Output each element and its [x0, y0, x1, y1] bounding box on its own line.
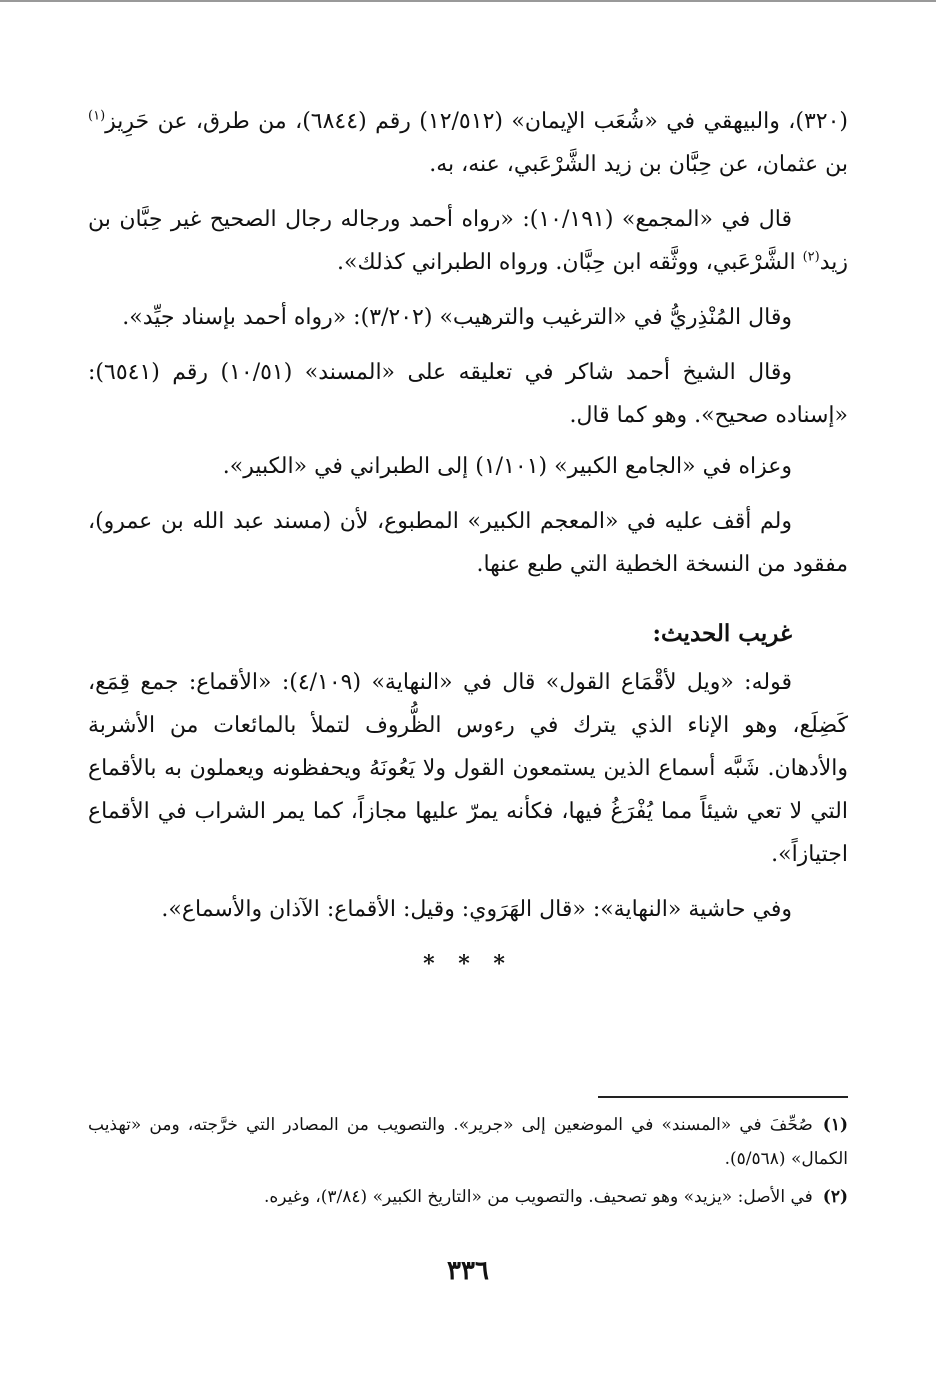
paragraph-mundhiri: وقال المُنْذِريُّ في «الترغيب والترهيب» (٣/٢٠٢): «رواه أحمد بإسناد جيِّد».	[122, 305, 792, 330]
section-heading: غريب الحديث:	[652, 620, 792, 647]
paragraph-gharib: قوله: «ويل لأقْمَاع القول» قال في «النهاية» (٤/١٠٩): «الأقماع: جمع قِمَع، كَضِلَع، وهو الإناء الذي يترك في رءوس الظُّروف لتملأ بالمائعات من الأشربة والأدهان. شَبَّه أسماع الذين يستمعون القول ولا يَعُونَهُ ويحفظونه ويعملون به بالأقماع التي لا تعي شيئاً مما يُفْرَغُ فيها، فكأنه يمرّ عليها مجازاً، كما يمر الشراب في الأقماع اجتيازاً».	[88, 670, 848, 867]
footnote-number: (١)	[822, 1115, 848, 1135]
footnotes	[88, 1108, 848, 1218]
paragraph-shakir: وقال الشيخ أحمد شاكر في تعليقه على «المسند» (١٠/٥١) رقم (٦٥٤١): «إسناده صحيح». وهو كما قال.	[88, 360, 848, 428]
footnote-ref-2[interactable]: (٢)	[802, 249, 820, 265]
paragraph-text: (٣٢٠)، والبيهقي في «شُعَب الإيمان» (١٢/٥١٢) رقم (٦٨٤٤)، من طرق، عن حَرِيز	[105, 109, 848, 134]
paragraph-jami-kabir: وعزاه في «الجامع الكبير» (١/١٠١) إلى الطبراني في «الكبير».	[222, 454, 792, 479]
paragraph-mujam-kabir: ولم أقف عليه في «المعجم الكبير» المطبوع، لأن (مسند عبد الله بن عمرو)، مفقود من النسخة الخطية التي طبع عنها.	[88, 509, 848, 577]
main-text	[88, 100, 848, 986]
paragraph-hashiya: وفي حاشية «النهاية»: «قال الهَرَوي: وقيل: الأقماع: الآذان والأسماع».	[161, 897, 792, 922]
footnote-2	[88, 1180, 848, 1214]
paragraph-majma	[88, 198, 848, 284]
scan-edge-line	[0, 0, 936, 2]
page-number: ٣٣٦	[447, 1256, 489, 1286]
footnote-1	[88, 1108, 848, 1176]
paragraph-text: قال في «المجمع» (١٠/١٩١): «رواه أحمد ورجاله رجال الصحيح غير حِبَّان بن زيد	[88, 207, 848, 275]
footnote-text: في الأصل: «يزيد» وهو تصحيف. والتصويب من «التاريخ الكبير» (٣/٨٤)، وغيره.	[263, 1187, 813, 1207]
paragraph-text-end: الشَّرْعَبي، ووثَّقه ابن حِبَّان. ورواه الطبراني كذلك».	[337, 250, 803, 275]
footnote-text: صُحِّفَ في «المسند» في الموضعين إلى «جرير». والتصويب من المصادر التي خرَّجته، ومن «تهذيب الكمال» (٥/٥٦٨).	[88, 1115, 848, 1169]
footnote-ref-1[interactable]: (١)	[88, 108, 106, 124]
paragraph-text-end: بن عثمان، عن حِبَّان بن زيد الشَّرْعَبي، عنه، به.	[429, 152, 848, 177]
footnote-separator	[598, 1096, 848, 1098]
footnote-number: (٢)	[822, 1187, 848, 1207]
paragraph-sources	[88, 100, 848, 186]
section-divider-stars: * * *	[423, 951, 513, 977]
